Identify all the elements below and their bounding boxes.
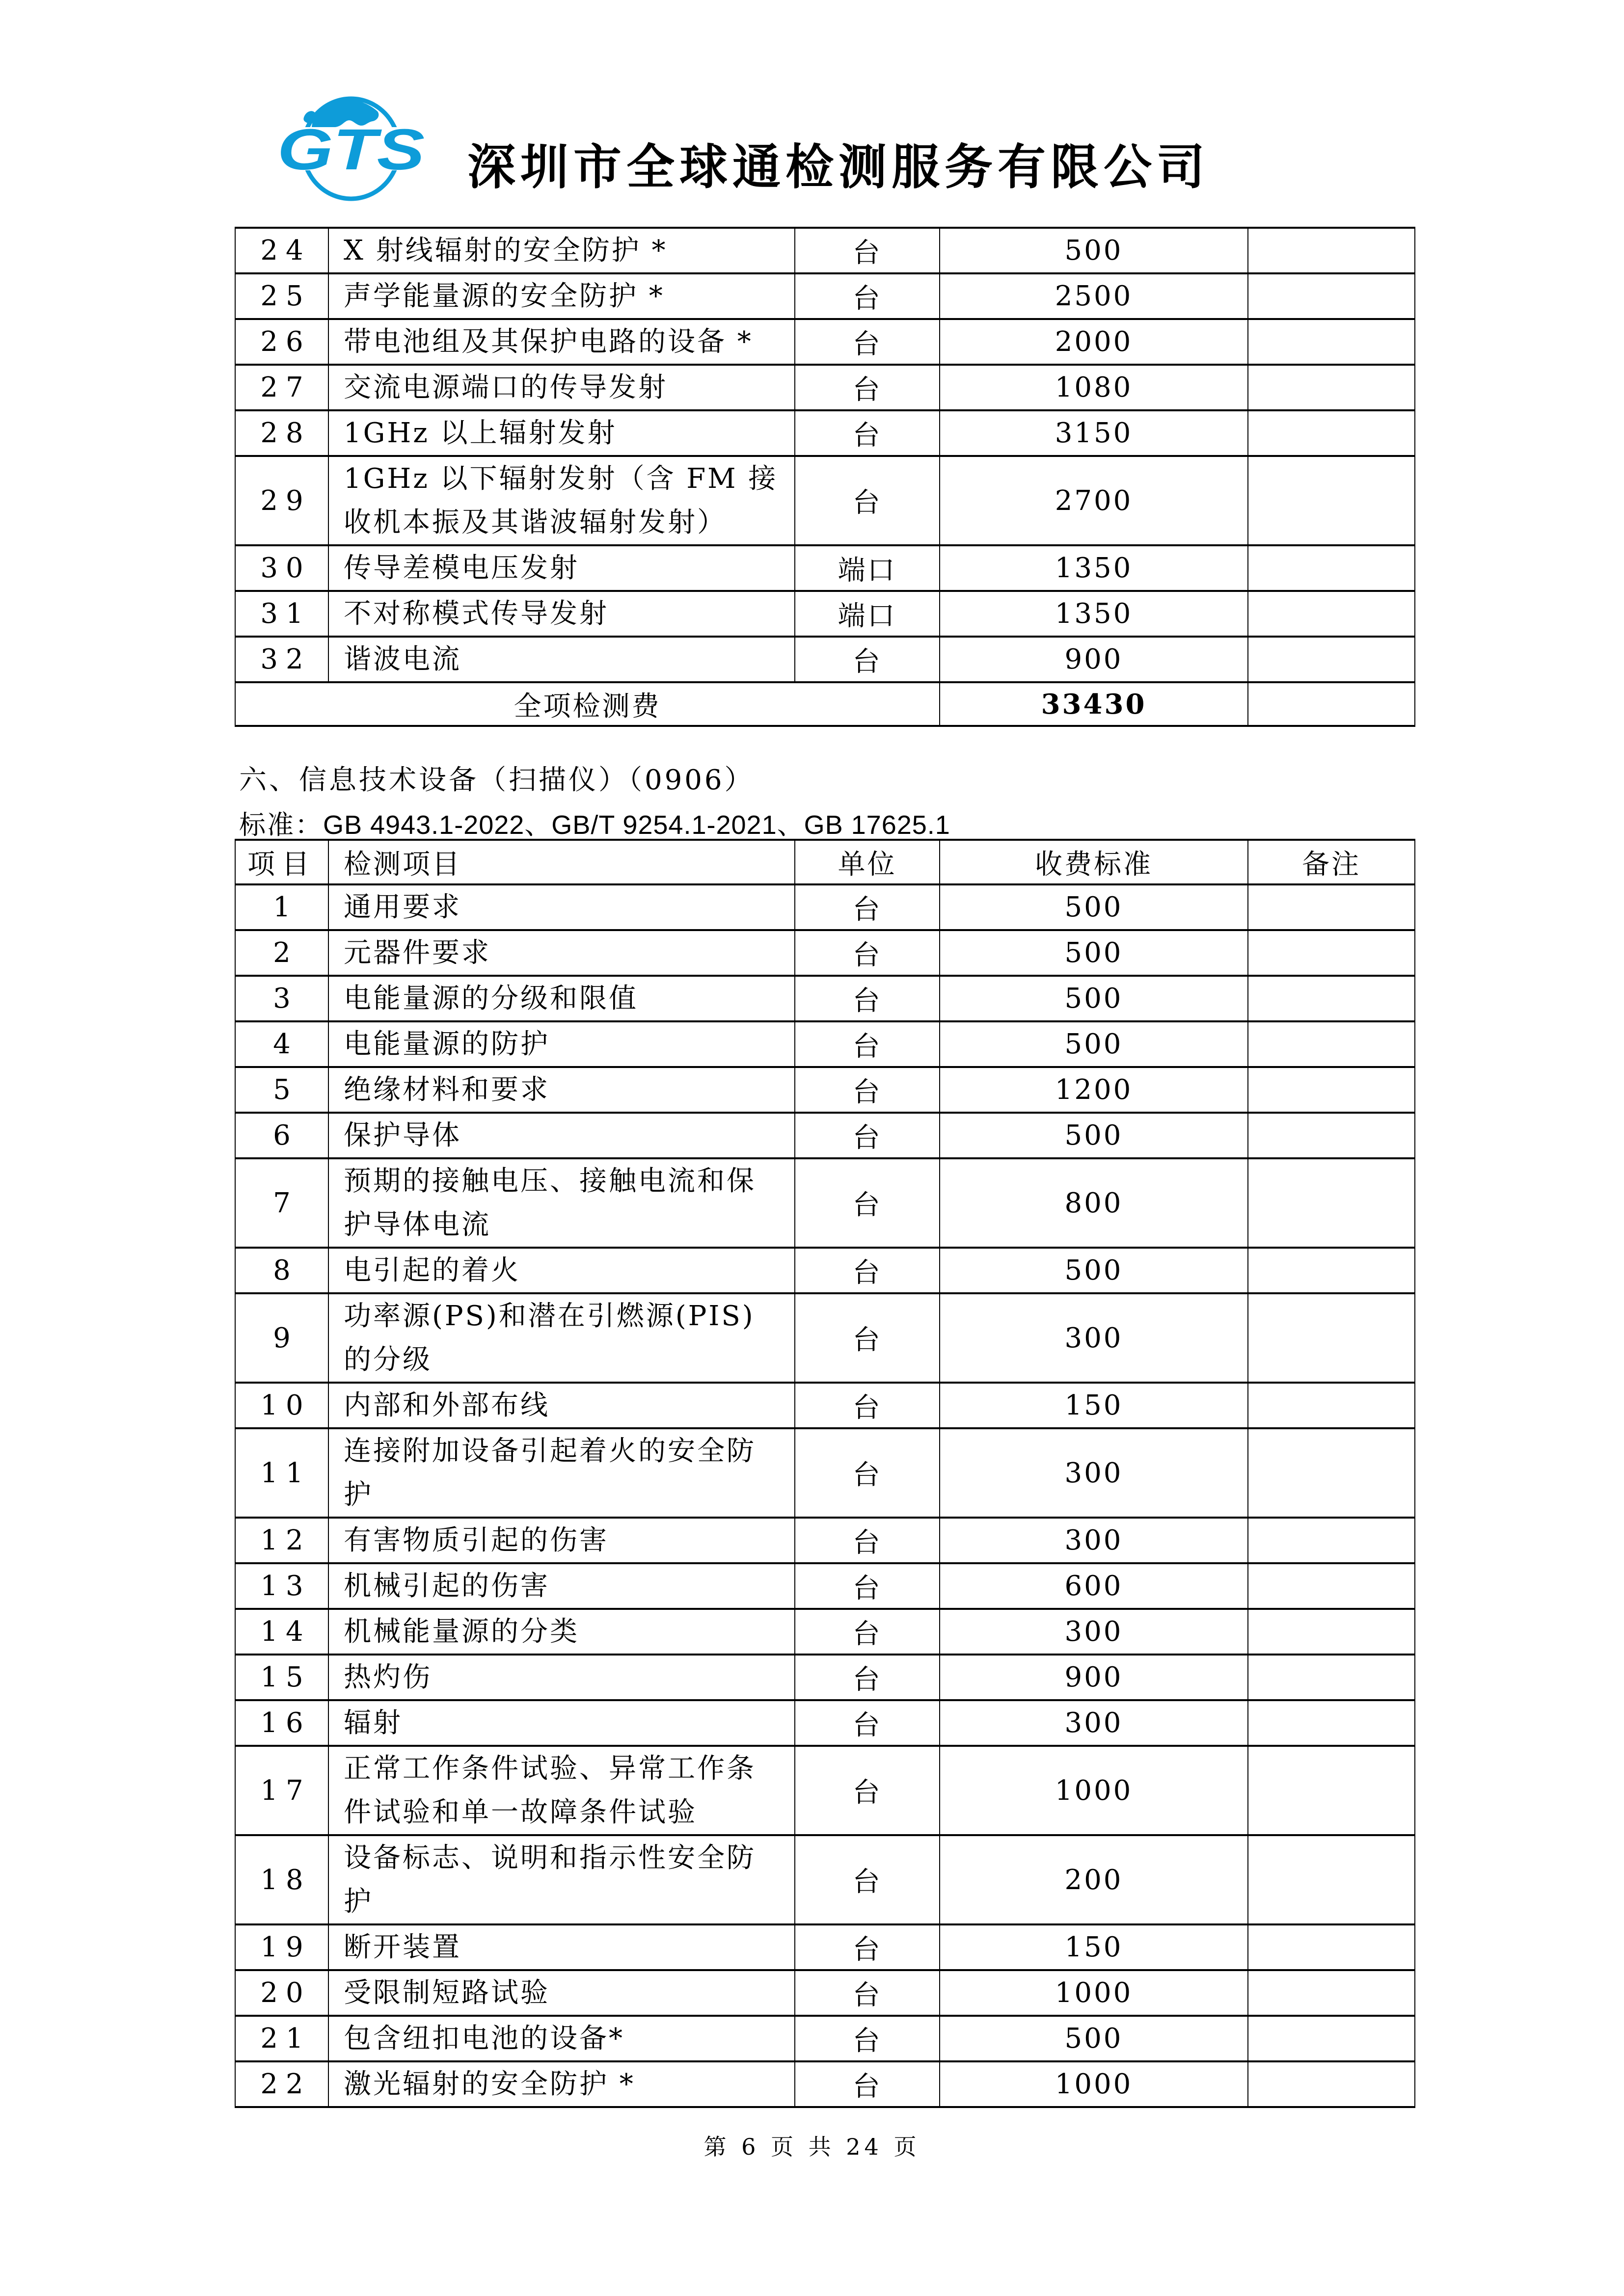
cell-item-name: 元器件要求 (328, 930, 795, 976)
cell-unit: 台 (795, 1428, 940, 1518)
fee-table-it-equipment (235, 839, 1415, 2108)
standard-line (239, 804, 950, 842)
cell-fee: 1200 (940, 1067, 1248, 1113)
cell-unit: 台 (795, 1293, 940, 1383)
cell-unit: 台 (795, 1563, 940, 1609)
cell-item-no: 1 (235, 884, 328, 930)
cell-unit: 台 (795, 319, 940, 365)
table-row (235, 1383, 1415, 1428)
table-row (235, 1609, 1415, 1655)
cell-note (1248, 1563, 1415, 1609)
cell-fee: 150 (940, 1383, 1248, 1428)
cell-fee: 500 (940, 1021, 1248, 1067)
table-row (235, 365, 1415, 410)
cell-item-no: 13 (235, 1563, 328, 1609)
cell-note (1248, 637, 1415, 682)
cell-item-no: 21 (235, 2016, 328, 2061)
cell-note (1248, 365, 1415, 410)
cell-item-name: 绝缘材料和要求 (328, 1067, 795, 1113)
cell-item-name: 包含纽扣电池的设备* (328, 2016, 795, 2061)
cell-item-no: 29 (235, 456, 328, 545)
cell-unit: 端口 (795, 591, 940, 637)
table-row (235, 1746, 1415, 1835)
table-row (235, 884, 1415, 930)
cell-unit: 台 (795, 1158, 940, 1248)
cell-unit: 台 (795, 2016, 940, 2061)
cell-item-name: 正常工作条件试验、异常工作条件试验和单一故障条件试验 (328, 1746, 795, 1835)
cell-note (1248, 1924, 1415, 1970)
fee-table-continued (235, 227, 1415, 727)
table-row (235, 930, 1415, 976)
gts-globe-logo-icon (276, 96, 427, 202)
cell-note (1248, 1700, 1415, 1746)
cell-item-no: 32 (235, 637, 328, 682)
cell-fee: 1350 (940, 591, 1248, 637)
cell-item-name: 带电池组及其保护电路的设备 * (328, 319, 795, 365)
table-row (235, 1113, 1415, 1158)
cell-note (1248, 410, 1415, 456)
table-row (235, 1428, 1415, 1518)
cell-fee: 1000 (940, 1746, 1248, 1835)
cell-fee: 2000 (940, 319, 1248, 365)
cell-item-no: 20 (235, 1970, 328, 2016)
cell-item-no: 18 (235, 1835, 328, 1924)
cell-unit: 台 (795, 1248, 940, 1293)
cell-note (1248, 545, 1415, 591)
cell-unit: 台 (795, 1518, 940, 1563)
cell-fee: 300 (940, 1518, 1248, 1563)
cell-unit: 台 (795, 1383, 940, 1428)
cell-note (1248, 1158, 1415, 1248)
cell-item-no: 5 (235, 1067, 328, 1113)
cell-item-name: 电能量源的防护 (328, 1021, 795, 1067)
cell-unit: 台 (795, 365, 940, 410)
cell-item-name: 交流电源端口的传导发射 (328, 365, 795, 410)
table-row (235, 410, 1415, 456)
cell-note (1248, 1383, 1415, 1428)
cell-note (1248, 976, 1415, 1021)
cell-item-no: 27 (235, 365, 328, 410)
cell-item-name: 传导差模电压发射 (328, 545, 795, 591)
cell-fee: 500 (940, 1113, 1248, 1158)
cell-fee: 600 (940, 1563, 1248, 1609)
cell-item-name: 断开装置 (328, 1924, 795, 1970)
cell-note (1248, 1746, 1415, 1835)
cell-fee: 300 (940, 1428, 1248, 1518)
cell-fee: 500 (940, 1248, 1248, 1293)
cell-note (1248, 1293, 1415, 1383)
cell-item-name: 保护导体 (328, 1113, 795, 1158)
cell-item-no: 3 (235, 976, 328, 1021)
cell-item-name: 连接附加设备引起着火的安全防护 (328, 1428, 795, 1518)
page-number: 第 6 页 共 24 页 (704, 2134, 920, 2160)
table-row (235, 273, 1415, 319)
cell-item-no: 17 (235, 1746, 328, 1835)
table-row (235, 1924, 1415, 1970)
cell-note (1248, 1609, 1415, 1655)
cell-item-name: X 射线辐射的安全防护 * (328, 228, 795, 273)
header-item-no: 项目 (235, 840, 328, 884)
cell-unit: 台 (795, 1700, 940, 1746)
cell-note (1248, 319, 1415, 365)
cell-item-no: 15 (235, 1655, 328, 1700)
cell-note (1248, 1835, 1415, 1924)
cell-unit: 台 (795, 976, 940, 1021)
cell-note (1248, 1655, 1415, 1700)
cell-item-no: 28 (235, 410, 328, 456)
cell-item-no: 30 (235, 545, 328, 591)
cell-unit: 台 (795, 228, 940, 273)
cell-unit: 台 (795, 1609, 940, 1655)
header-unit: 单位 (795, 840, 940, 884)
cell-unit: 台 (795, 1924, 940, 1970)
cell-note (1248, 1970, 1415, 2016)
total-fee: 33430 (940, 682, 1248, 726)
cell-note (1248, 2016, 1415, 2061)
cell-item-no: 9 (235, 1293, 328, 1383)
table-row (235, 1518, 1415, 1563)
cell-fee: 3150 (940, 410, 1248, 456)
header-item-name: 检测项目 (328, 840, 795, 884)
cell-unit: 台 (795, 1835, 940, 1924)
table-header-row (235, 840, 1415, 884)
cell-item-name: 内部和外部布线 (328, 1383, 795, 1428)
table-row (235, 1700, 1415, 1746)
cell-item-no: 2 (235, 930, 328, 976)
cell-item-no: 16 (235, 1700, 328, 1746)
cell-unit: 台 (795, 1970, 940, 2016)
cell-note (1248, 1518, 1415, 1563)
table-row (235, 591, 1415, 637)
cell-fee: 900 (940, 1655, 1248, 1700)
cell-item-no: 22 (235, 2061, 328, 2107)
cell-fee: 2700 (940, 456, 1248, 545)
cell-item-name: 预期的接触电压、接触电流和保护导体电流 (328, 1158, 795, 1248)
section-heading: 六、信息技术设备（扫描仪）（0906） (239, 764, 755, 796)
cell-fee: 900 (940, 637, 1248, 682)
table-row (235, 2061, 1415, 2107)
cell-item-no: 12 (235, 1518, 328, 1563)
header-note: 备注 (1248, 840, 1415, 884)
table-row (235, 1970, 1415, 2016)
cell-item-no: 26 (235, 319, 328, 365)
cell-unit: 台 (795, 2061, 940, 2107)
cell-item-no: 25 (235, 273, 328, 319)
cell-note (1248, 930, 1415, 976)
cell-item-name: 通用要求 (328, 884, 795, 930)
cell-unit: 台 (795, 1067, 940, 1113)
cell-unit: 台 (795, 410, 940, 456)
table-row (235, 456, 1415, 545)
cell-item-no: 14 (235, 1609, 328, 1655)
table-row (235, 228, 1415, 273)
cell-note (1248, 228, 1415, 273)
table-row (235, 1563, 1415, 1609)
cell-fee: 500 (940, 930, 1248, 976)
cell-unit: 台 (795, 1655, 940, 1700)
cell-fee: 1000 (940, 2061, 1248, 2107)
cell-unit: 台 (795, 1021, 940, 1067)
cell-fee: 1000 (940, 1970, 1248, 2016)
cell-item-no: 11 (235, 1428, 328, 1518)
gts-logo-letters: GTS (277, 117, 425, 182)
cell-unit: 台 (795, 884, 940, 930)
company-name: 深圳市全球通检测服务有限公司 (467, 139, 1210, 195)
cell-unit: 台 (795, 1113, 940, 1158)
cell-item-name: 电引起的着火 (328, 1248, 795, 1293)
table-row (235, 1293, 1415, 1383)
cell-item-name: 电能量源的分级和限值 (328, 976, 795, 1021)
cell-item-name: 1GHz 以上辐射发射 (328, 410, 795, 456)
cell-item-no: 6 (235, 1113, 328, 1158)
cell-fee: 500 (940, 884, 1248, 930)
cell-item-no: 4 (235, 1021, 328, 1067)
cell-item-name: 不对称模式传导发射 (328, 591, 795, 637)
cell-fee: 1350 (940, 545, 1248, 591)
cell-fee: 500 (940, 228, 1248, 273)
cell-item-name: 有害物质引起的伤害 (328, 1518, 795, 1563)
cell-item-name: 机械引起的伤害 (328, 1563, 795, 1609)
total-label: 全项检测费 (235, 682, 940, 726)
cell-item-no: 31 (235, 591, 328, 637)
cell-item-no: 8 (235, 1248, 328, 1293)
cell-unit: 台 (795, 1746, 940, 1835)
table-row (235, 976, 1415, 1021)
table-row (235, 1248, 1415, 1293)
cell-item-no: 10 (235, 1383, 328, 1428)
cell-fee: 800 (940, 1158, 1248, 1248)
cell-unit: 台 (795, 273, 940, 319)
cell-fee: 1080 (940, 365, 1248, 410)
table-row (235, 637, 1415, 682)
table-row (235, 545, 1415, 591)
cell-note (1248, 682, 1415, 726)
cell-note (1248, 1428, 1415, 1518)
cell-fee: 300 (940, 1609, 1248, 1655)
cell-fee: 300 (940, 1293, 1248, 1383)
cell-note (1248, 884, 1415, 930)
cell-fee: 500 (940, 2016, 1248, 2061)
cell-item-name: 1GHz 以下辐射发射（含 FM 接收机本振及其谐波辐射发射） (328, 456, 795, 545)
table-row (235, 1158, 1415, 1248)
cell-note (1248, 1113, 1415, 1158)
cell-note (1248, 456, 1415, 545)
standard-value: GB 4943.1-2022、GB/T 9254.1-2021、GB 17625.1 (323, 810, 950, 840)
cell-unit: 端口 (795, 545, 940, 591)
cell-note (1248, 1021, 1415, 1067)
table-row (235, 1067, 1415, 1113)
cell-item-no: 19 (235, 1924, 328, 1970)
cell-item-name: 谐波电流 (328, 637, 795, 682)
table-row (235, 2016, 1415, 2061)
cell-unit: 台 (795, 930, 940, 976)
table-row (235, 1835, 1415, 1924)
cell-item-name: 激光辐射的安全防护 * (328, 2061, 795, 2107)
table-row (235, 1021, 1415, 1067)
cell-fee: 200 (940, 1835, 1248, 1924)
cell-note (1248, 2061, 1415, 2107)
cell-fee: 150 (940, 1924, 1248, 1970)
cell-item-name: 设备标志、说明和指示性安全防护 (328, 1835, 795, 1924)
cell-fee: 2500 (940, 273, 1248, 319)
cell-note (1248, 273, 1415, 319)
cell-note (1248, 591, 1415, 637)
cell-item-name: 功率源(PS)和潜在引燃源(PIS)的分级 (328, 1293, 795, 1383)
cell-item-name: 机械能量源的分类 (328, 1609, 795, 1655)
standard-label: 标准： (239, 809, 323, 840)
cell-unit: 台 (795, 637, 940, 682)
cell-fee: 500 (940, 976, 1248, 1021)
cell-fee: 300 (940, 1700, 1248, 1746)
cell-item-name: 辐射 (328, 1700, 795, 1746)
cell-item-name: 声学能量源的安全防护 * (328, 273, 795, 319)
cell-note (1248, 1067, 1415, 1113)
cell-unit: 台 (795, 456, 940, 545)
table-row (235, 319, 1415, 365)
cell-item-no: 7 (235, 1158, 328, 1248)
header-fee: 收费标准 (940, 840, 1248, 884)
cell-item-name: 热灼伤 (328, 1655, 795, 1700)
cell-item-no: 24 (235, 228, 328, 273)
cell-item-name: 受限制短路试验 (328, 1970, 795, 2016)
table-row (235, 1655, 1415, 1700)
total-row (235, 682, 1415, 726)
cell-note (1248, 1248, 1415, 1293)
